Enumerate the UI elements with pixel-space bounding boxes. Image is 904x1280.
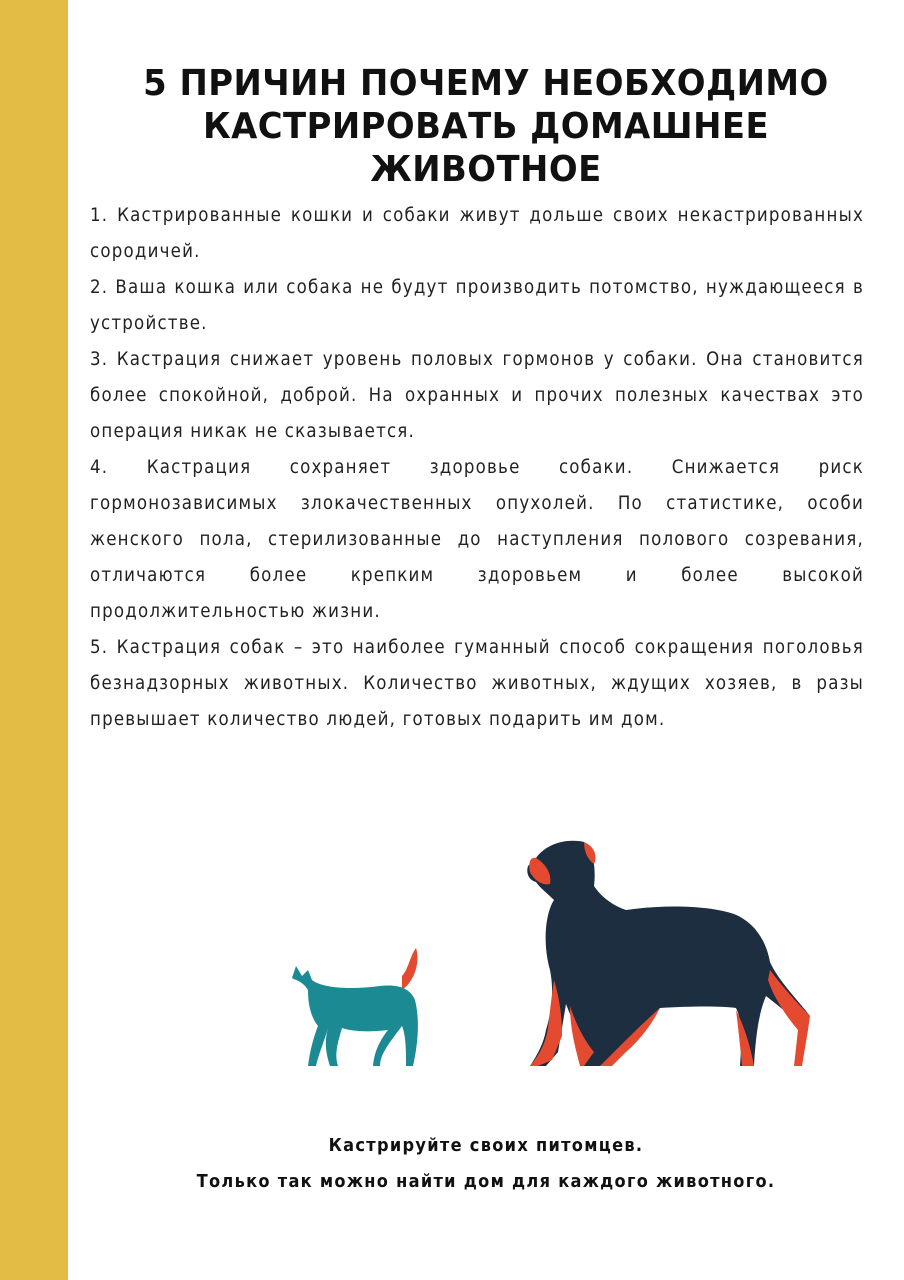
title-line-1: 5 ПРИЧИН ПОЧЕМУ НЕОБХОДИМО xyxy=(143,63,829,104)
footer-line-1: Кастрируйте своих питомцев. xyxy=(328,1135,644,1156)
title-line-2: КАСТРИРОВАТЬ ДОМАШНЕЕ ЖИВОТНОЕ xyxy=(202,106,770,190)
footer-message xyxy=(68,1128,904,1200)
dog-illustration xyxy=(527,841,810,1066)
cat-illustration xyxy=(292,948,418,1066)
reason-item: 5. Кастрация собак – это наиболее гуманный способ сокращения поголовья безнадзорных животных. Количество животных, ждущих хозяев, в разы превышает количество людей, готовых подарить им дом. xyxy=(90,637,864,730)
cat-and-dog-illustration xyxy=(280,830,820,1080)
reason-item: 1. Кастрированные кошки и собаки живут дольше своих некастрированных сородичей. xyxy=(90,205,864,262)
side-stripe xyxy=(0,0,68,1280)
footer-line-2: Только так можно найти дом для каждого животного. xyxy=(196,1171,776,1192)
page-title xyxy=(93,62,879,191)
reason-item: 3. Кастрация снижает уровень половых гормонов у собаки. Она становится более спокойной, доброй. На охранных и прочих полезных качествах это операция никак не сказывается. xyxy=(90,349,864,442)
reasons-list xyxy=(90,198,864,738)
reason-item: 2. Ваша кошка или собака не будут производить потомство, нуждающееся в устройстве. xyxy=(90,277,864,334)
reason-item: 4. Кастрация сохраняет здоровье собаки. Снижается риск гормонозависимых злокачественных опухолей. По статистике, особи женского пола, стерилизованные до наступления полового созревания, отличаются более крепким здоровьем и более высокой продолжительностью жизни. xyxy=(90,457,864,622)
